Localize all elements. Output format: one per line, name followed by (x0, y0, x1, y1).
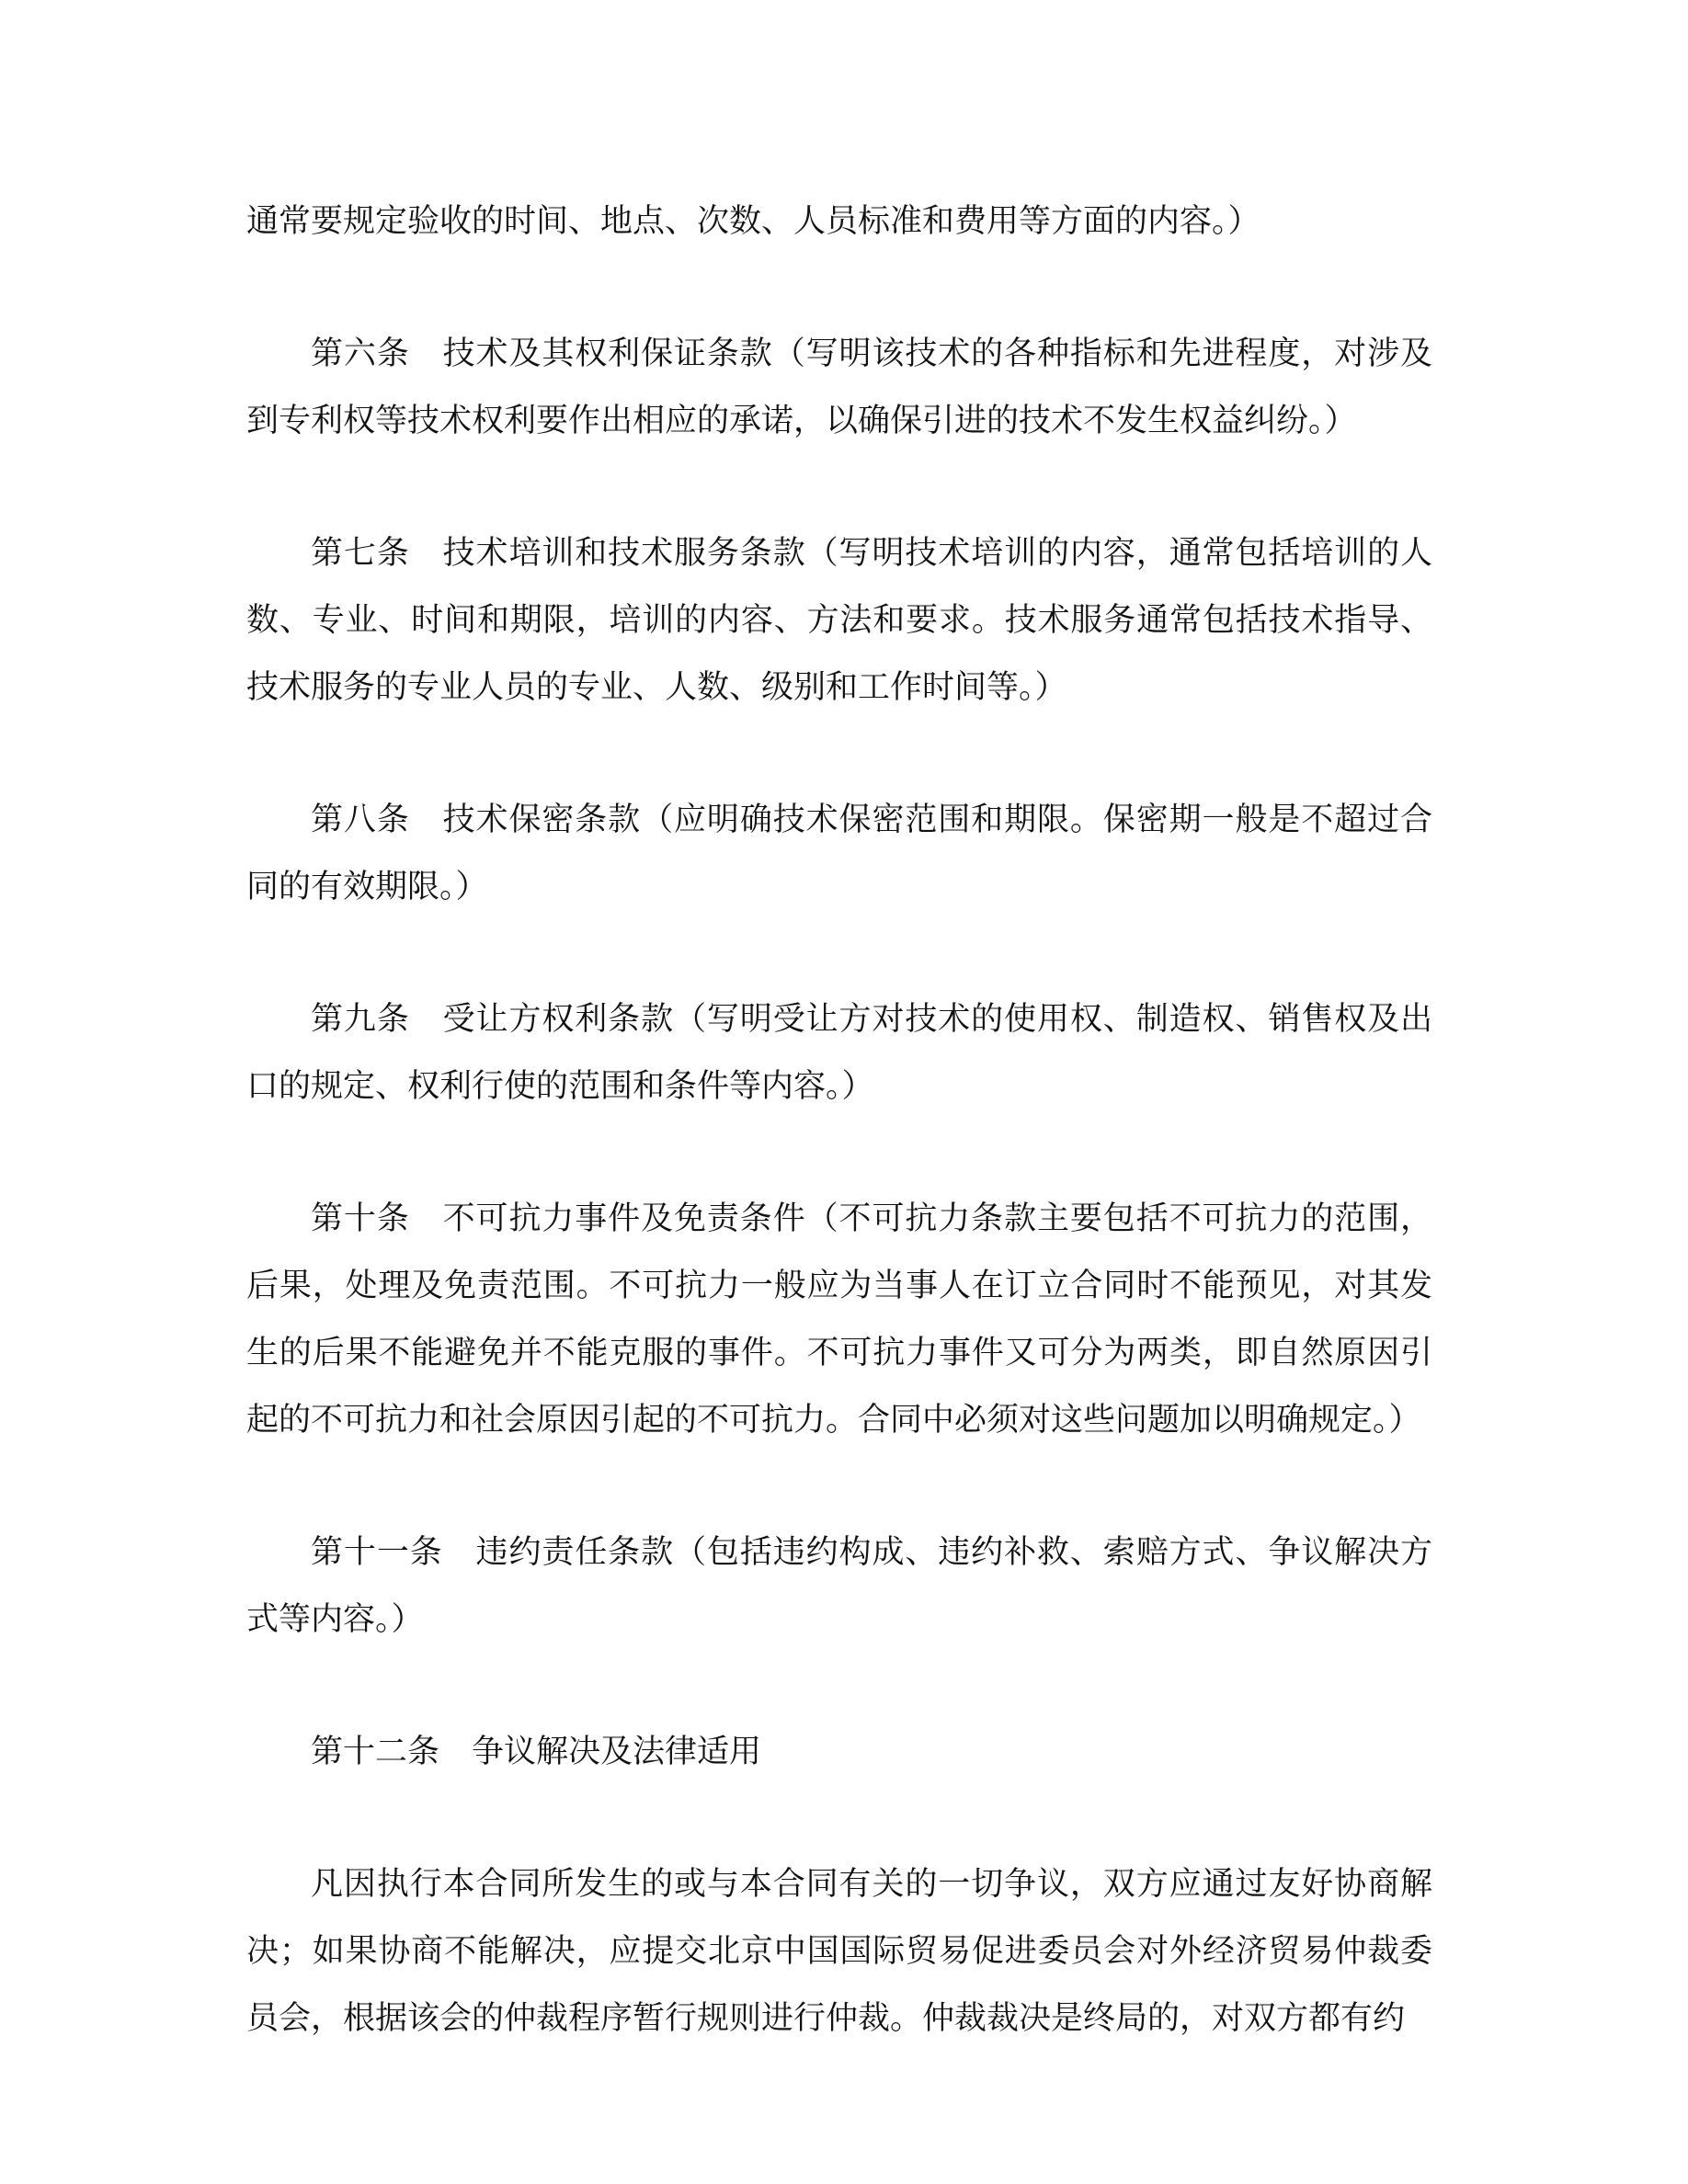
paragraph-text: 凡因执行本合同所发生的或与本合同有关的一切争议，双方应通过友好协商解决；如果协商不能解决，应提交北京中国国际贸易促进委员会对外经济贸易仲裁委员会，根据该会的仲裁程序暂行规则进行仲裁。仲裁裁决是终局的，对双方都有约 (246, 1866, 1432, 2037)
article-8 (246, 787, 1432, 921)
article-heading: 第七条 技术培训和技术服务条款 (311, 535, 806, 572)
paragraph-acceptance-continued (246, 188, 1432, 256)
article-heading: 第九条 受让方权利条款 (311, 1001, 674, 1038)
article-heading: 第十条 不可抗力事件及免责条件 (311, 1200, 806, 1237)
article-text: （写明该技术的各种指标和先进程度，对涉及到专利权等技术权利要作出相应的承诺，以确保引进的技术不发生权益纠纷。） (246, 336, 1432, 439)
article-text: （不可抗力条款主要包括不可抗力的范围，后果，处理及免责范围。不可抗力一般应为当事人在订立合同时不能预见，对其发生的后果不能避免并不能克服的事件。不可抗力事件又可分为两类，即自然原因引起的不可抗力和社会原因引起的不可抗力。合同中必须对这些问题加以明确规定。） (246, 1200, 1432, 1439)
article-10 (246, 1186, 1432, 1454)
paragraph-arbitration (246, 1851, 1432, 2053)
article-text: （包括违约构成、违约补救、索赔方式、争议解决方式等内容。） (246, 1534, 1432, 1638)
article-text: （应明确技术保密范围和期限。保密期一般是不超过合同的有效期限。） (246, 802, 1432, 905)
article-heading: 第八条 技术保密条款 (311, 802, 642, 838)
article-7 (246, 520, 1432, 722)
article-heading: 第六条 技术及其权利保证条款 (311, 336, 773, 372)
article-6 (246, 321, 1432, 455)
paragraph-text: 通常要规定验收的时间、地点、次数、人员标准和费用等方面的内容。） (246, 203, 1260, 240)
article-12 (246, 1719, 1432, 1786)
article-9 (246, 986, 1432, 1120)
document-page (246, 188, 1432, 2118)
article-11 (246, 1519, 1432, 1654)
article-heading: 第十二条 争议解决及法律适用 (311, 1734, 762, 1770)
article-heading: 第十一条 违约责任条款 (311, 1534, 674, 1571)
article-text: （写明受让方对技术的使用权、制造权、销售权及出口的规定、权利行使的范围和条件等内容。） (246, 1001, 1432, 1105)
article-text: （写明技术培训的内容，通常包括培训的人数、专业、时间和期限，培训的内容、方法和要求。技术服务通常包括技术指导、技术服务的专业人员的专业、人数、级别和工作时间等。） (246, 535, 1432, 706)
